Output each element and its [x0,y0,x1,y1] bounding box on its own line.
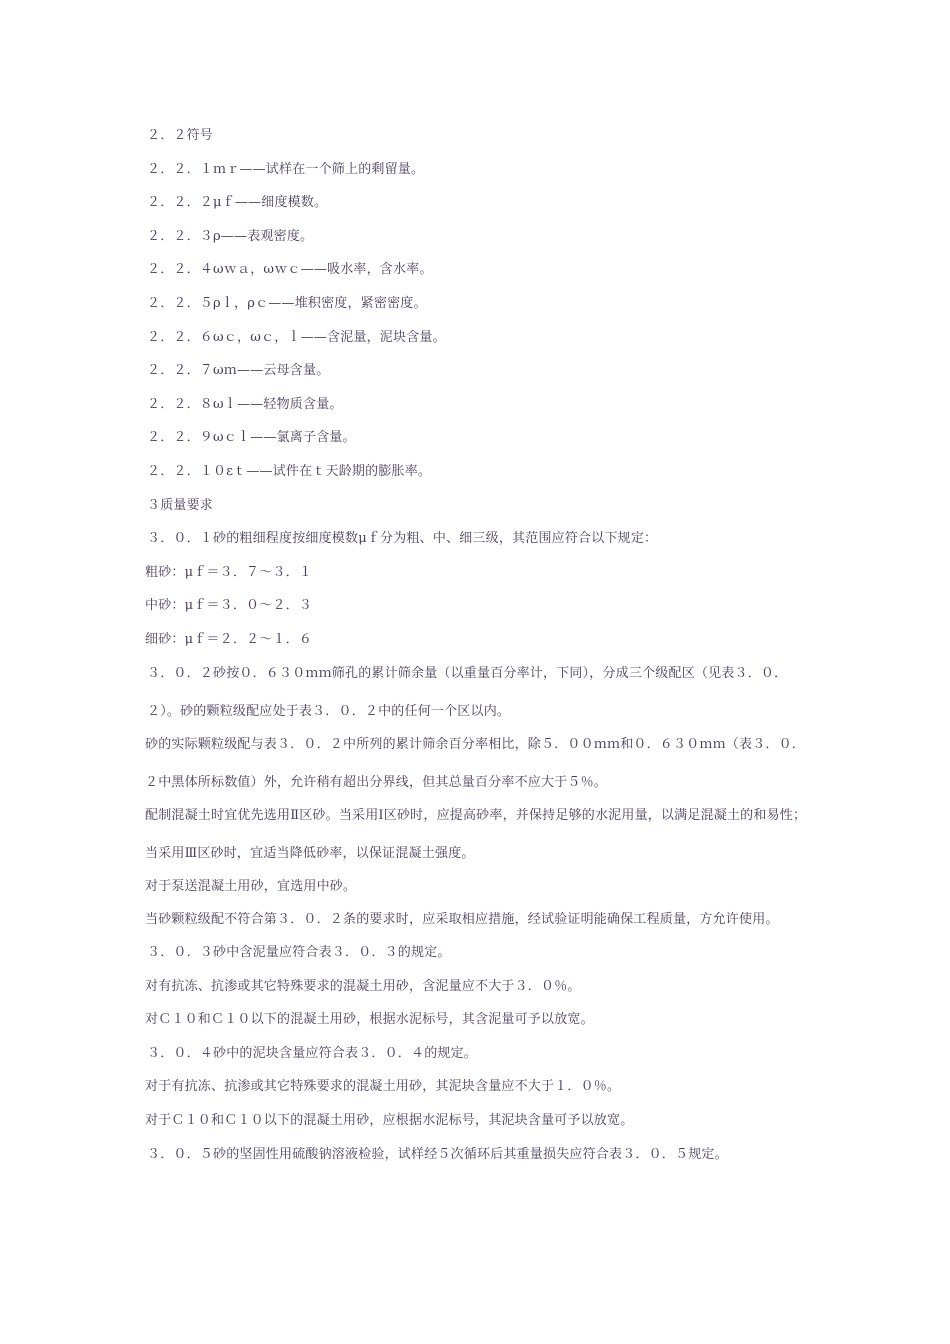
paragraph: ２．２．１ｍｒ——试样在一个筛上的剩留量。 [147,161,425,177]
paragraph: ２．２．２μｆ——细度模数。 [147,195,328,211]
paragraph: 对于泵送混凝土用砂，宜选用中砂。 [145,878,357,894]
paragraph: 粗砂：μｆ＝３．７～３．１ [145,564,313,580]
paragraph: 细砂：μｆ＝２．２～１．６ [145,631,313,647]
paragraph: ３．０．３砂中含泥量应符合表３．０．３的规定。 [147,945,451,961]
section-heading-3: ３质量要求 [147,497,214,513]
paragraph: 对于Ｃ１０和Ｃ１０以下的混凝土用砂，应根据水泥标号，其泥块含量可予以放宽。 [145,1113,634,1129]
paragraph: 对于有抗冻、抗渗或其它特殊要求的混凝土用砂，其泥块含量应不大于１．０％。 [145,1079,621,1095]
paragraph: 配制混凝土时宜优先选用Ⅱ区砂。当采用Ⅰ区砂时，应提高砂率，并保持足够的水泥用量，以满足混凝土的和易性；当采用Ⅲ区砂时，宜适当降低砂率，以保证混凝土强度。 [145,807,807,861]
paragraph: 砂的实际颗粒级配与表３．０．２中所列的累计筛余百分率相比，除５．００ｍｍ和０．６３０ｍｍ（表３．０．２中黑体所标数值）外，允许稍有超出分界线，但其总量百分率不应大于５％。 [145,736,806,790]
paragraph: ３．０．４砂中的泥块含量应符合表３．０．４的规定。 [147,1045,478,1061]
paragraph: ２．２．３ρ——表观密度。 [147,228,314,244]
paragraph: ３．０．５砂的坚固性用硫酸钠溶液检验，试样经５次循环后其重量损失应符合表３．０．５规定。 [147,1146,728,1162]
paragraph: ２．２．９ωｃｌ——氯离子含量。 [147,430,356,446]
paragraph: ２．２．８ωｌ——轻物质含量。 [147,396,343,412]
paragraph: ２．２．５ρｌ，ρｃ——堆积密度，紧密密度。 [147,295,427,311]
section-heading-2-2: ２．２符号 [147,128,214,143]
paragraph: ３．０．２砂按０．６３０ｍｍ筛孔的累计筛余量（以重量百分率计，下同），分成三个级配区（见表３．０．２）。砂的颗粒级配应处于表３．０．２中的任何一个区以内。 [147,665,788,719]
paragraph: ２．２．７ωｍ——云母含量。 [147,363,330,379]
paragraph: ２．２．４ωｗａ，ωｗｃ——吸水率，含水率。 [147,262,433,278]
paragraph: 对Ｃ１０和Ｃ１０以下的混凝土用砂，根据水泥标号，其含泥量可予以放宽。 [145,1012,594,1028]
paragraph: ２．２．１０εｔ——试件在ｔ天龄期的膨胀率。 [147,463,432,479]
paragraph: 对有抗冻、抗渗或其它特殊要求的混凝土用砂，含泥量应不大于３．０％。 [145,978,581,994]
paragraph: ２．２．６ωｃ，ωｃ，ｌ——含泥量，泥块含量。 [147,329,446,345]
paragraph: 中砂：μｆ＝３．０～２．３ [145,598,313,614]
paragraph: 当砂颗粒级配不符合第３．０．２条的要求时，应采取相应措施，经试验证明能确保工程质量，方允许使用。 [145,912,779,928]
document-body [145,126,815,1178]
paragraph: ３．０．１砂的粗细程度按细度模数μｆ分为粗、中、细三级，其范围应符合以下规定： [147,531,658,547]
